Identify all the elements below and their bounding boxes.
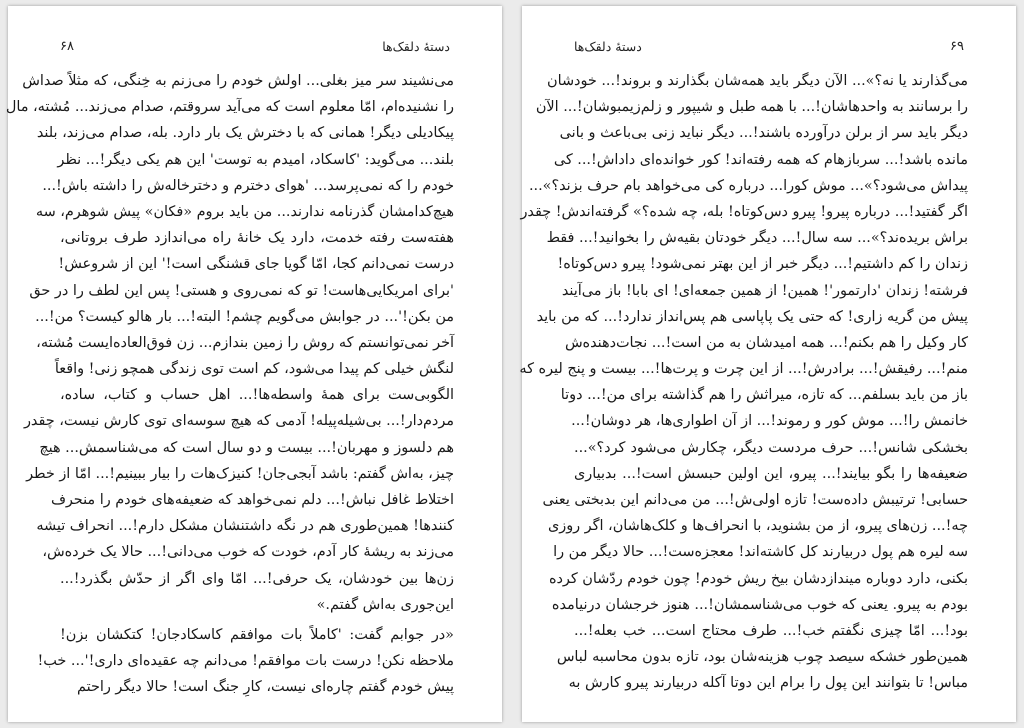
text-line: کار وکیل را هم بکنم!... همه امیدشان به من است!... نجات‌دهنده‌ش: [564, 334, 968, 351]
text-line: هفته‌ست رفته خدمت، دارد یک خانهٔ راه می‌اندازد طرف بروتانی،: [60, 230, 454, 247]
text-line: الگوبی‌ست برای همهٔ واسطه‌ها!... اهل حساب و کتاب، ساده،: [60, 387, 454, 404]
text-line: بکنی، دارد دوباره میندازدشان بیخ ریش خودم! چون خودم ردّشان کرده: [548, 570, 968, 587]
text-line: را برسانند به واحدهاشان!... با همه طبل و شیپور و زلم‌زیمبوشان!... الآن: [535, 99, 968, 116]
text-line: می‌نشیند سر میز بغلی... اولش خودم را می‌زنم به خِنگی، که مثلاً صداش: [22, 73, 454, 89]
text-line: ضعیفه‌ها را بگو بیایند!... پیرو، این اولین حبسش است!... بدبیاری: [574, 465, 968, 482]
text-line: حسابی! ترتیبش داده‌ست! تازه اولی‌ش!... من می‌دانم این بدبختی یعنی: [542, 492, 968, 508]
text-line: هم دلسوز و مهربان!... بیست و دو سال است که می‌شناسمش... هیچ: [39, 439, 454, 456]
right-page-header: [574, 36, 964, 56]
text-line: لنگش خیلی کم پیدا می‌شود، کم است توی زندگی همچو زنی! واقعاً: [54, 361, 454, 378]
right-page-number: ۶۹: [950, 38, 964, 54]
text-line: بخشکی شانس!... حرف مردست دیگر، چکارش می‌شود کرد؟»...: [574, 439, 968, 456]
text-line: خودم را که نمی‌پرسد... 'هوای دخترم و دخترخاله‌ش را داشته باش!...: [42, 177, 454, 194]
text-line: مانده باشد!... سربازهام که همه رفته‌اند! کور خوانده‌ای داداش!... کی: [553, 151, 968, 168]
text-line: پیداش می‌شود؟»... موش کورا... درباره کی می‌خواهد بام حرف بزند؟»...: [528, 177, 968, 194]
text-line: سه لیره هم پول دربیارند کل کاشته‌اند! معجزه‌ست!... حالا دیگر من را: [553, 544, 968, 561]
text-line: باز من باید بسلفم... که تازه، میراثش را هم گذاشته برای من!... دوتا: [560, 387, 968, 404]
text-line: خانمش را!... موش کور و رموند!... از آن اطواری‌ها، هر دوشان!...: [571, 413, 968, 430]
text-line: فرشته! زندان 'دارتمور'! همین! از همین جمعه‌ای! ای بابا! باز می‌آیند: [561, 282, 968, 299]
text-line: اختلاط غافل نباش!... دلم نمی‌خواهد که ضعیفه‌های خودم را منحرف: [50, 492, 454, 508]
text-line: منم!... رفیقش!... برادرش!... از این چرت و پرت‌ها!... بیست و پنج لیره که: [519, 361, 968, 378]
left-page-header: [60, 36, 450, 56]
text-line: من بکن!'... در جوابش می‌گویم چشم! البته!... بار هالو کیست؟ من!...: [35, 308, 454, 325]
text-line: را نشنیده‌ام، امّا معلوم است که می‌آید سروقتم، صدام می‌زند... مُشته، مال: [5, 99, 454, 116]
left-page: [5, 6, 502, 722]
text-line: مباس! تا بتوانند این پول را برام این دوتا آکله دربیارند پیرو کارش به: [568, 675, 968, 692]
text-line: درست نمی‌دانم کجا، امّا گویا جای قشنگی است!' این از شروعش!: [58, 256, 454, 273]
right-running-title: دستهٔ دلقک‌ها: [574, 38, 642, 54]
right-page-text: [519, 68, 968, 716]
left-running-title: دستهٔ دلقک‌ها: [382, 38, 450, 54]
text-line: مردم‌دار!... بی‌شیله‌پیله! آدمی که هیچ سوسه‌ای توی کارش نیست، چقدر: [23, 413, 454, 430]
text-line: براش بریده‌ند؟»... سه سال!... دیگر خودتان بقیه‌ش را بخوانید!... فقط: [546, 230, 968, 247]
text-line: زندان را کم داشتیم!... دیگر خبر از این بهتر نمی‌شود! پیرو دس‌کوتاه!: [557, 256, 968, 273]
text-line: پیش من گریه زاری! که حتی یک پاپاسی هم پس‌انداز ندارد!... که من باید: [536, 308, 968, 325]
text-line: پیش خودم گفتم چاره‌ای نیست، کارِ جنگ است! حالا دیگر راحتم: [77, 679, 454, 696]
text-line: هیچ‌کدامشان گذرنامه ندارند... من باید بروم «فکان» پیش شوهرم، سه: [35, 203, 454, 220]
text-line: پیکادیلی دیگر! همانی که با دخترش یک بار دارد. بله، صدام می‌زند، بلند: [36, 125, 454, 142]
text-line: بودم به پیرو. یعنی که خوب می‌شناسمشان!... هنوز خرجشان درنیامده: [551, 596, 968, 613]
text-line: چه!... زن‌های پیرو، از من بشنوید، با انحراف‌ها و کلک‌هاشان، اگر روزی: [548, 518, 968, 535]
text-line: بود!... امّا چیزی نگفتم خب!... طرف محتاج است... خب بعله!...: [574, 622, 968, 639]
right-page: [519, 6, 1016, 722]
text-line: «در جوابم گفت: 'کاملاً بات موافقم کاسکادجان! کتکشان بزن!: [60, 626, 454, 643]
text-line: می‌گذارند یا نه؟»... الآن دیگر باید همه‌شان بگذارند و بروند!... خودشان: [547, 73, 968, 89]
text-line: کنندها! همین‌طوری هم در نگه داشتنشان مشکل دارم!... انحراف تیشه: [36, 518, 454, 535]
text-line: می‌زند به ریشهٔ کار آدم، خودت که خوب می‌دانی!... حالا یک خرده‌ش،: [42, 544, 454, 561]
text-line: آخر نمی‌توانستم که روش را زمین بندازم... زن فوق‌العاده‌ایست مُشته،: [36, 334, 454, 351]
text-line: چیز، به‌اش گفتم: باشد آبجی‌جان! کنیزک‌هات را بیار ببینیم!... امّا از خطر: [26, 465, 454, 482]
text-line: بلند... می‌گوید: 'کاسکاد، امیدم به توست' این هم یکی دیگر!... نظر: [57, 151, 454, 168]
text-line: زن‌ها بین خودشان، یک حرفی!... امّا وای اگر از حدّش بگذرد!...: [60, 570, 454, 587]
text-line: اگر گفتید!... درباره پیرو! پیرو دس‌کوتاه! بله، چه شده؟» گرفته‌اندش! چقدر: [520, 203, 968, 220]
text-line: ملاحظه نکن! درست بات موافقم! می‌دانم چه عقیده‌ای داری!'... خب!: [37, 653, 454, 670]
text-line: دیگر باید سر از برلن درآورده باشند!... دیگر نباید زنی بی‌باعث و بانی: [559, 125, 968, 142]
left-page-text: [5, 68, 454, 716]
text-line: همین‌طور خشکه سیصد چوب هزینه‌شان بود، تازه بدون محاسبه لباس: [556, 649, 968, 666]
text-line: این‌جوری به‌اش گفتم.»: [316, 596, 454, 613]
text-line: 'برای امریکایی‌هاست! تو که نمی‌روی و هستی! پس این لطف را در حق: [29, 282, 454, 299]
left-page-number: ۶۸: [60, 38, 74, 54]
